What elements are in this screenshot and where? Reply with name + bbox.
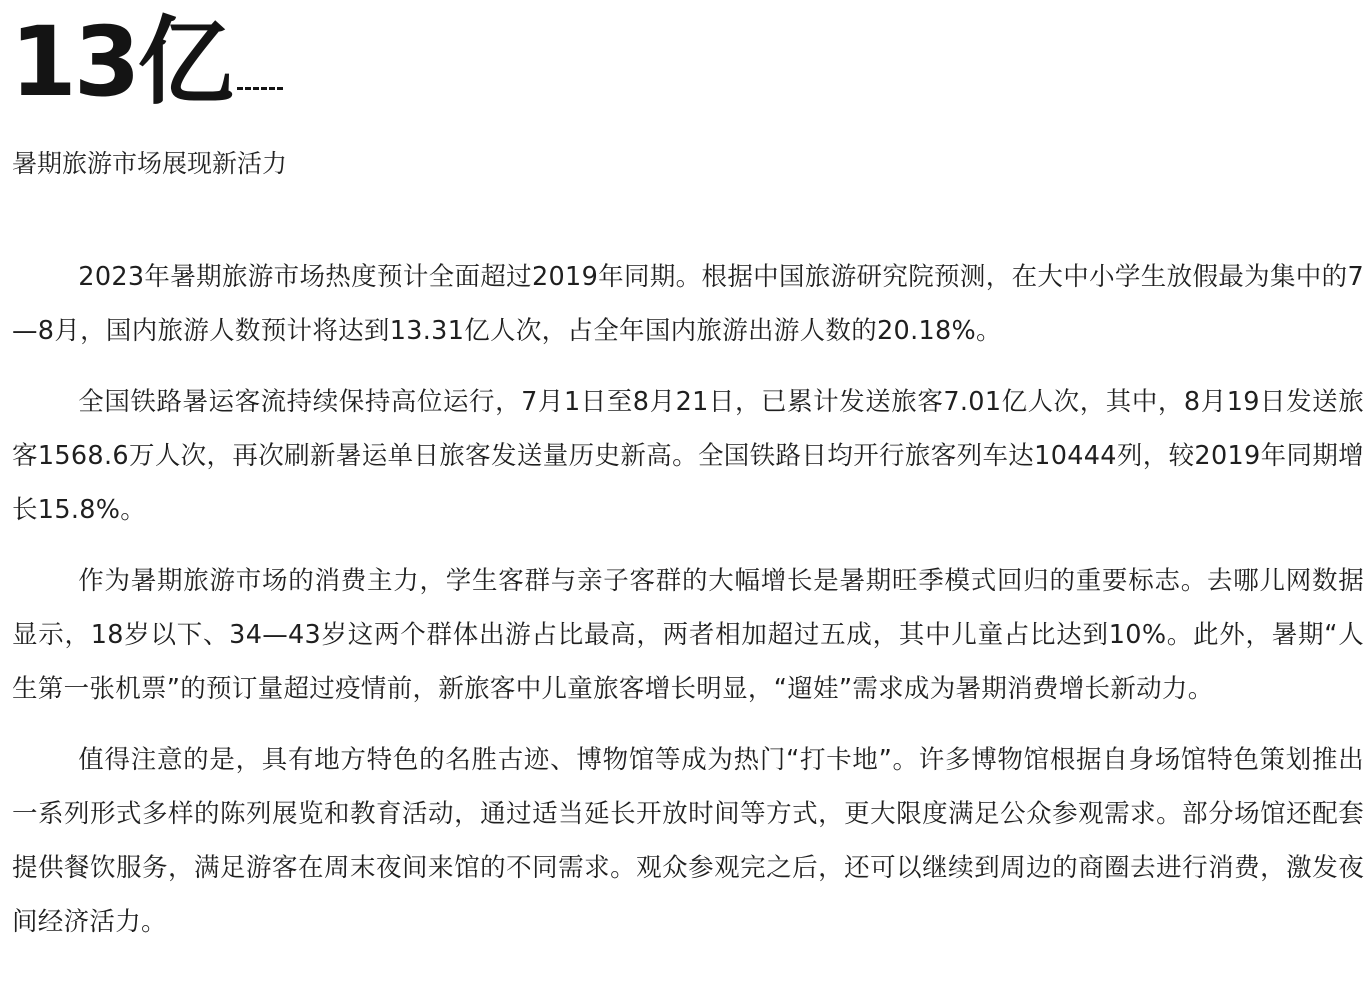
decorative-dash [237, 87, 283, 90]
article-body [12, 250, 1364, 966]
headline-figure [10, 0, 283, 118]
headline-number: 13亿 [10, 6, 231, 118]
paragraph-3: 作为暑期旅游市场的消费主力，学生客群与亲子客群的大幅增长是暑期旺季模式回归的重要标志。去哪儿网数据显示，18岁以下、34—43岁这两个群体出游占比最高，两者相加超过五成，其中儿童占比达到10%。此外，暑期“人生第一张机票”的预订量超过疫情前，新旅客中儿童旅客增长明显，“遛娃”需求成为暑期消费增长新动力。 [12, 566, 1364, 704]
paragraph-4: 值得注意的是，具有地方特色的名胜古迹、博物馆等成为热门“打卡地”。许多博物馆根据自身场馆特色策划推出一系列形式多样的陈列展览和教育活动，通过适当延长开放时间等方式，更大限度满足公众参观需求。部分场馆还配套提供餐饮服务，满足游客在周末夜间来馆的不同需求。观众参观完之后，还可以继续到周边的商圈去进行消费，激发夜间经济活力。 [12, 745, 1364, 937]
paragraph-2: 全国铁路暑运客流持续保持高位运行，7月1日至8月21日，已累计发送旅客7.01亿人次，其中，8月19日发送旅客1568.6万人次，再次刷新暑运单日旅客发送量历史新高。全国铁路日均开行旅客列车达10444列，较2019年同期增长15.8%。 [12, 387, 1364, 525]
paragraph-1: 2023年暑期旅游市场热度预计全面超过2019年同期。根据中国旅游研究院预测，在大中小学生放假最为集中的7—8月，国内旅游人数预计将达到13.31亿人次，占全年国内旅游出游人数的20.18%。 [12, 262, 1364, 346]
article-subtitle: 暑期旅游市场展现新活力 [12, 149, 288, 178]
